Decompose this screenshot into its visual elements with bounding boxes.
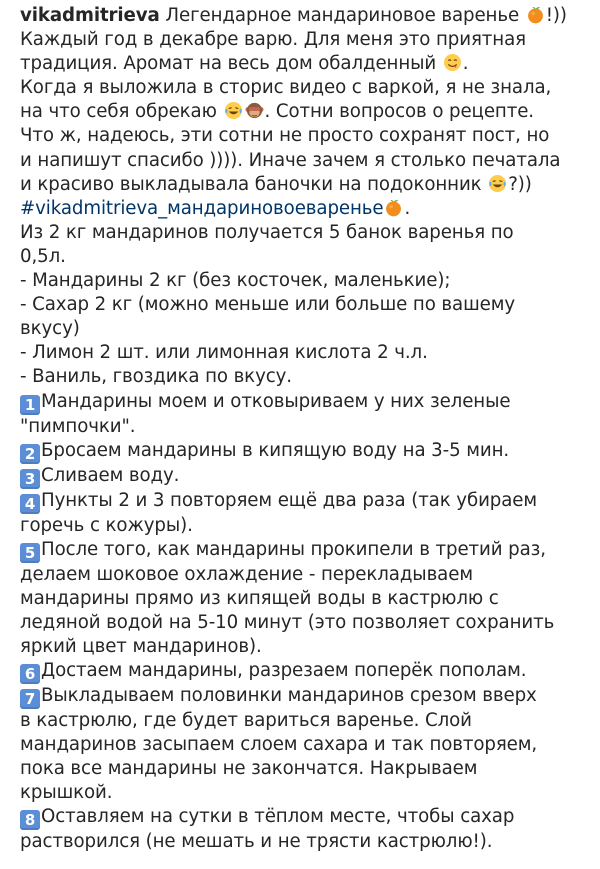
tears-of-joy-icon [488, 174, 507, 193]
keycap-5-icon: 5 [20, 543, 40, 563]
hashtag-link[interactable]: #vikadmitrieva_мандариновоеваренье [20, 197, 384, 219]
step-line: "пимпочки". [20, 415, 136, 437]
caption-line-6: Что ж, надеюсь, эти сотни не просто сохранят пост, но [20, 125, 550, 147]
caption-line-1: vikadmitrieva Легендарное мандариновое варенье !)) [20, 5, 567, 26]
caption-line-11: 0,5л. [20, 245, 66, 267]
step-line: крышкой. [20, 782, 113, 804]
step-line: 3 Сливаем воду. [20, 464, 590, 489]
step-line: растворился (не мешать и не трясти кастрюлю!). [20, 831, 493, 853]
ingredient-line: - Сахар 2 кг (можно меньше или больше по вашему [20, 294, 515, 316]
step-line: в кастрюлю, где будет вариться варенье. Слой [20, 710, 472, 732]
keycap-8-icon: 8 [20, 810, 40, 830]
step-line: 8 Оставляем на сутки в тёплом месте, чтобы сахар [20, 805, 590, 830]
caption-line-10: Из 2 кг мандаринов получается 5 банок варенья по [20, 221, 514, 243]
step-line: 2 Бросаем мандарины в кипящую воду на 3-5 мин. [20, 439, 590, 464]
keycap-1-icon: 1 [20, 395, 40, 415]
caption-line-8: и красиво выкладывала баночки на подоконник ?)) [20, 173, 532, 195]
step-line: 1 Мандарины моем и отковыриваем у них зеленые [20, 390, 590, 415]
tears-of-joy-icon [224, 101, 243, 120]
step-line: яркий цвет мандаринов). [20, 635, 262, 657]
keycap-3-icon: 3 [20, 469, 40, 489]
step-line: ледяной водой на 5-10 минут (это позволяет сохранить [20, 611, 555, 633]
step-line: 6 Достаем мандарины, разрезаем поперёк пополам. [20, 659, 590, 684]
post-caption [20, 4, 590, 855]
step-line: мандарины прямо из кипящей воды в кастрюлю с [20, 587, 499, 609]
ingredient-line: - Ваниль, гвоздика по вкусу. [20, 366, 292, 388]
caption-line-3: традиция. Аромат на весь дом обалденный . [20, 53, 469, 75]
keycap-7-icon: 7 [20, 689, 40, 709]
keycap-6-icon: 6 [20, 664, 40, 684]
keycap-4-icon: 4 [20, 494, 40, 514]
username-link[interactable]: vikadmitrieva [20, 5, 160, 26]
caption-line-4: Когда я выложила в сторис видео с варкой, я не знала, [20, 77, 552, 99]
yum-face-icon [443, 53, 462, 72]
step-line: 4 Пункты 2 и 3 повторяем ещё два раза (так убираем [20, 489, 590, 514]
tangerine-icon [526, 5, 545, 24]
step-line: 7 Выкладываем половинки мандаринов срезом вверх [20, 684, 590, 709]
ingredient-line: - Мандарины 2 кг (без косточек, маленькие); [20, 270, 451, 292]
caption-line-9: #vikadmitrieva_мандариновоеваренье . [20, 197, 411, 219]
ingredient-line: - Лимон 2 шт. или лимонная кислота 2 ч.л. [20, 342, 428, 364]
tangerine-icon [384, 198, 403, 217]
step-line: мандаринов засыпаем слоем сахара и так повторяем, [20, 734, 538, 756]
step-line: горечь с кожуры). [20, 514, 193, 536]
step-line: 5 После того, как мандарины прокипели в третий раз, [20, 538, 590, 563]
keycap-2-icon: 2 [20, 444, 40, 464]
caption-line-7: и напишут спасибо )))). Иначе зачем я столько печатала [20, 149, 561, 171]
ingredient-line: вкусу) [20, 318, 80, 340]
caption-line-5: на что себя обрекаю . Сотни вопросов о рецепте. [20, 101, 534, 123]
step-line: делаем шоковое охлаждение - перекладываем [20, 563, 473, 585]
step-line: пока все мандарины не закончатся. Накрываем [20, 758, 478, 780]
see-no-evil-monkey-icon [245, 101, 264, 120]
caption-line-2: Каждый год в декабре варю. Для меня это приятная [20, 29, 526, 51]
